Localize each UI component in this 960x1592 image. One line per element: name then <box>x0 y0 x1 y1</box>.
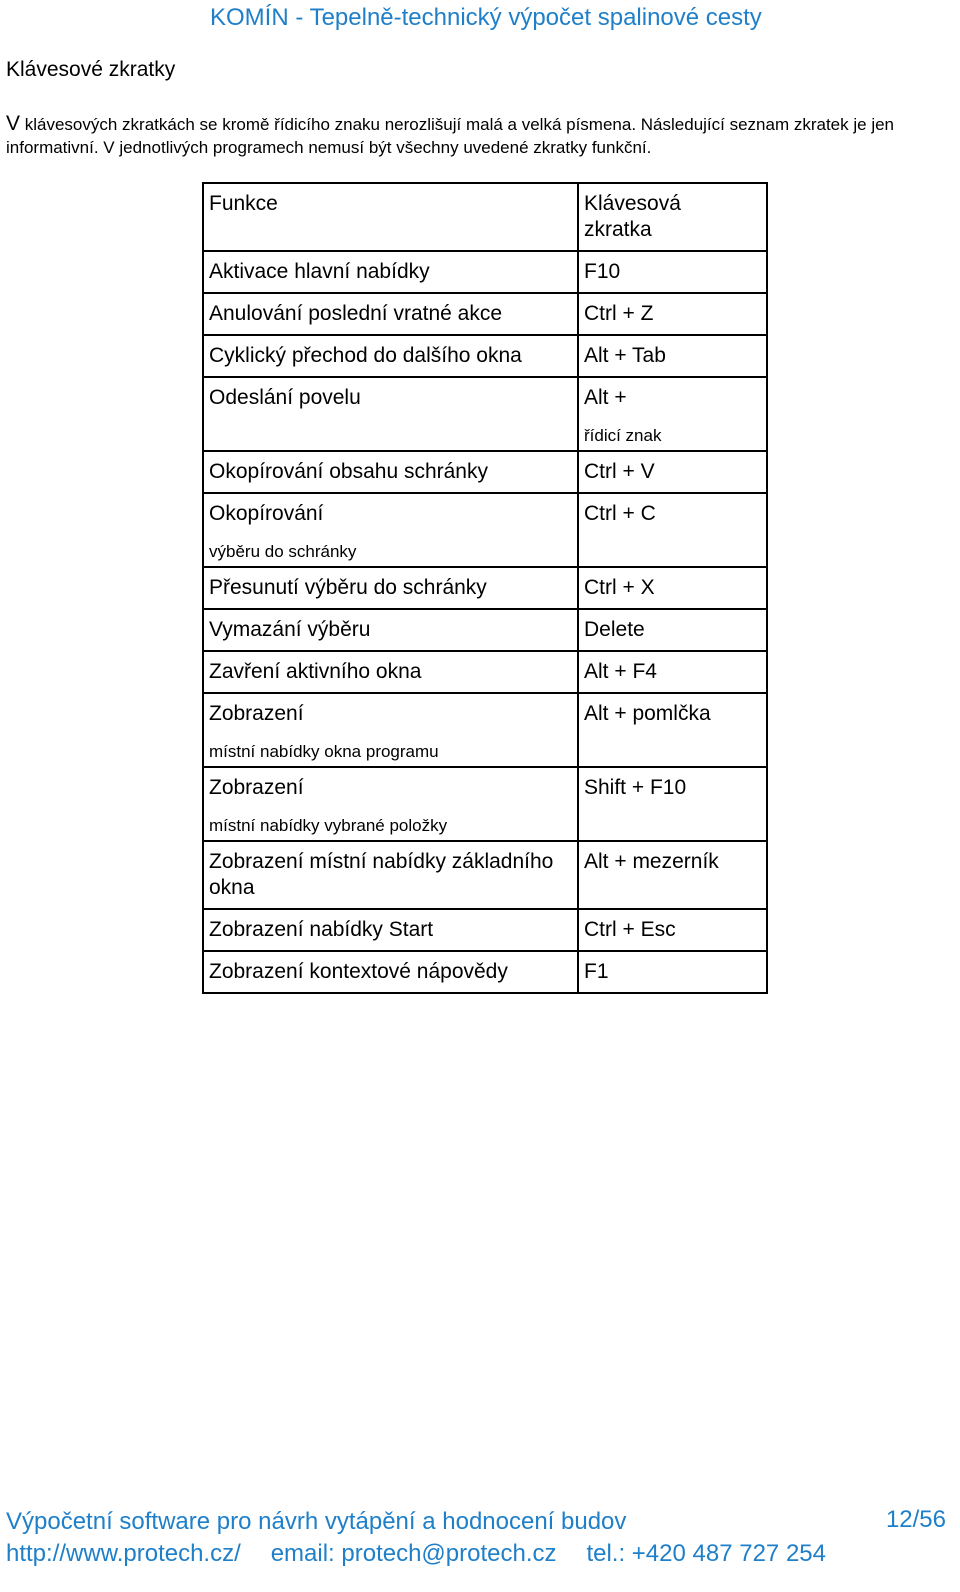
function-cell: Okopírování obsahu schránky <box>203 451 578 493</box>
table-row <box>203 335 767 377</box>
table-row <box>203 293 767 335</box>
function-cell: Přesunutí výběru do schránky <box>203 567 578 609</box>
table-row <box>203 251 767 293</box>
shortcut-cell: Ctrl + C <box>578 493 767 567</box>
function-cell: Zavření aktivního okna <box>203 651 578 693</box>
column-header-shortcut-line1: Klávesová <box>584 192 681 215</box>
footer-phone: tel.: +420 487 727 254 <box>586 1540 826 1567</box>
shortcut-cell: Ctrl + V <box>578 451 767 493</box>
function-cell: Okopírování <box>203 493 578 534</box>
shortcut-cell: Ctrl + X <box>578 567 767 609</box>
intro-line2: informativní. V jednotlivých programech nemusí být všechny uvedené zkratky funkční. <box>6 138 652 157</box>
shortcut-cell: Alt + mezerník <box>578 841 767 909</box>
table-row <box>203 841 767 909</box>
function-cell: Zobrazení <box>203 693 578 734</box>
page-header-title: KOMÍN - Tepelně-technický výpočet spalinové cesty <box>210 4 762 31</box>
table-row <box>203 609 767 651</box>
shortcut-cell: Alt + Tab <box>578 335 767 377</box>
shortcut-cell: Shift + F10 <box>578 767 767 841</box>
function-cell: Zobrazení <box>203 767 578 808</box>
shortcut-cell: Alt + F4 <box>578 651 767 693</box>
section-title: Klávesové zkratky <box>6 58 176 81</box>
table-row <box>203 693 767 734</box>
function-cell: Aktivace hlavní nabídky <box>203 251 578 293</box>
function-cell: Anulování poslední vratné akce <box>203 293 578 335</box>
footer-email-link[interactable]: email: protech@protech.cz <box>270 1540 557 1567</box>
column-header-shortcut <box>578 183 767 251</box>
table-row <box>203 493 767 534</box>
shortcut-cell: Alt + pomlčka <box>578 693 767 767</box>
intro-paragraph <box>6 112 946 159</box>
table-header-row <box>203 183 767 251</box>
function-cell: Zobrazení místní nabídky základního okna <box>203 841 578 909</box>
table-row <box>203 377 767 418</box>
function-cell-continuation: výběru do schránky <box>203 534 578 567</box>
function-cell: Zobrazení kontextové nápovědy <box>203 951 578 993</box>
function-cell: Cyklický přechod do dalšího okna <box>203 335 578 377</box>
table-row <box>203 451 767 493</box>
footer-website-link[interactable]: http://www.protech.cz/ <box>6 1540 241 1567</box>
function-cell: Odeslání povelu <box>203 377 578 451</box>
footer-contacts <box>6 1540 826 1568</box>
page-number: 12/56 <box>885 1506 946 1533</box>
table-row <box>203 767 767 808</box>
intro-first-letter: V <box>6 112 21 135</box>
function-cell: Vymazání výběru <box>203 609 578 651</box>
intro-line1: klávesových zkratkách se kromě řídicího znaku nerozlišují malá a velká písmena. Následující seznam zkratek je jen <box>20 115 895 134</box>
shortcut-cell: Delete <box>578 609 767 651</box>
column-header-function: Funkce <box>203 183 578 251</box>
shortcut-cell: Alt + <box>578 377 767 418</box>
shortcut-cell: F1 <box>578 951 767 993</box>
footer-product-name: Výpočetní software pro návrh vytápění a hodnocení budov <box>6 1508 627 1535</box>
table-row <box>203 951 767 993</box>
function-cell-continuation: místní nabídky okna programu <box>203 734 578 767</box>
shortcut-cell-continuation: řídicí znak <box>578 418 767 451</box>
shortcut-cell: F10 <box>578 251 767 293</box>
table-row <box>203 567 767 609</box>
shortcut-cell: Ctrl + Z <box>578 293 767 335</box>
function-cell: Zobrazení nabídky Start <box>203 909 578 951</box>
function-cell-continuation: místní nabídky vybrané položky <box>203 808 578 841</box>
column-header-shortcut-line2: zkratka <box>584 218 652 241</box>
shortcut-cell: Ctrl + Esc <box>578 909 767 951</box>
table-row <box>203 651 767 693</box>
shortcuts-table <box>202 182 768 994</box>
table-row <box>203 909 767 951</box>
